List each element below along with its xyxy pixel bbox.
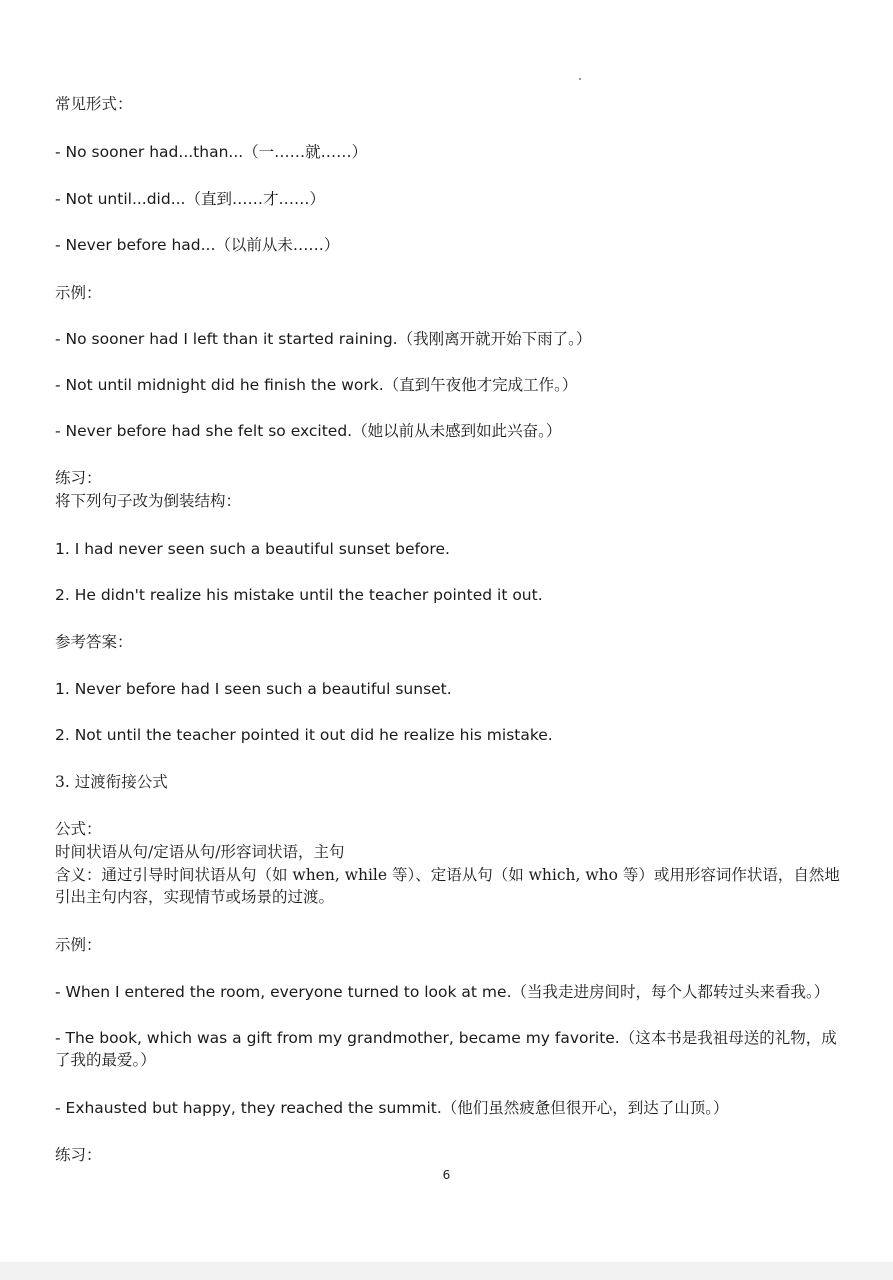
- answer-item-1: 1. Never before had I seen such a beautiful sunset.: [55, 680, 452, 698]
- common-forms-heading: 常见形式：: [55, 95, 133, 113]
- exercise-item-2: 2. He didn't realize his mistake until the teacher pointed it out.: [55, 586, 543, 604]
- formula-text: 时间状语从句/定语从句/形容词状语，主句: [55, 843, 345, 861]
- answer-heading: 参考答案：: [55, 633, 133, 651]
- speck-mark: [579, 78, 581, 80]
- example-line-1: - No sooner had I left than it started raining.（我刚离开就开始下雨了。）: [55, 330, 592, 348]
- section-title: 3. 过渡衔接公式: [55, 773, 168, 791]
- example-line-6: - Exhausted but happy, they reached the summit.（他们虽然疲惫但很开心，到达了山顶。）: [55, 1099, 729, 1117]
- exercise-instruction: 将下列句子改为倒装结构：: [55, 492, 242, 510]
- form-line-3: - Never before had...（以前从未……）: [55, 236, 340, 254]
- answer-item-2: 2. Not until the teacher pointed it out did he realize his mistake.: [55, 726, 553, 744]
- form-line-2: - Not until...did...（直到……才……）: [55, 190, 325, 208]
- exercise-heading: 练习：: [55, 469, 102, 487]
- formula-heading: 公式：: [55, 820, 102, 838]
- form-line-1: - No sooner had...than...（一……就……）: [55, 143, 368, 161]
- page-number: 6: [442, 1168, 451, 1182]
- example-line-5: - The book, which was a gift from my grandmother, became my favorite.（这本书是我祖母送的礼物，成了我的最爱。）: [55, 1029, 837, 1069]
- exercise-item-1: 1. I had never seen such a beautiful sunset before.: [55, 540, 450, 558]
- final-exercise-heading: 练习：: [55, 1146, 102, 1164]
- examples-heading-2: 示例：: [55, 936, 102, 954]
- examples-heading: 示例：: [55, 284, 102, 302]
- example-line-2: - Not until midnight did he finish the work.（直到午夜他才完成工作。）: [55, 376, 578, 394]
- example-line-4: - When I entered the room, everyone turned to look at me.（当我走进房间时，每个人都转过头来看我。）: [55, 983, 830, 1001]
- meaning-text: 含义：通过引导时间状语从句（如 when, while 等）、定语从句（如 which, who 等）或用形容词作状语，自然地引出主句内容，实现情节或场景的过渡。: [55, 866, 840, 906]
- example-line-3: - Never before had she felt so excited.（她以前从未感到如此兴奋。）: [55, 422, 562, 440]
